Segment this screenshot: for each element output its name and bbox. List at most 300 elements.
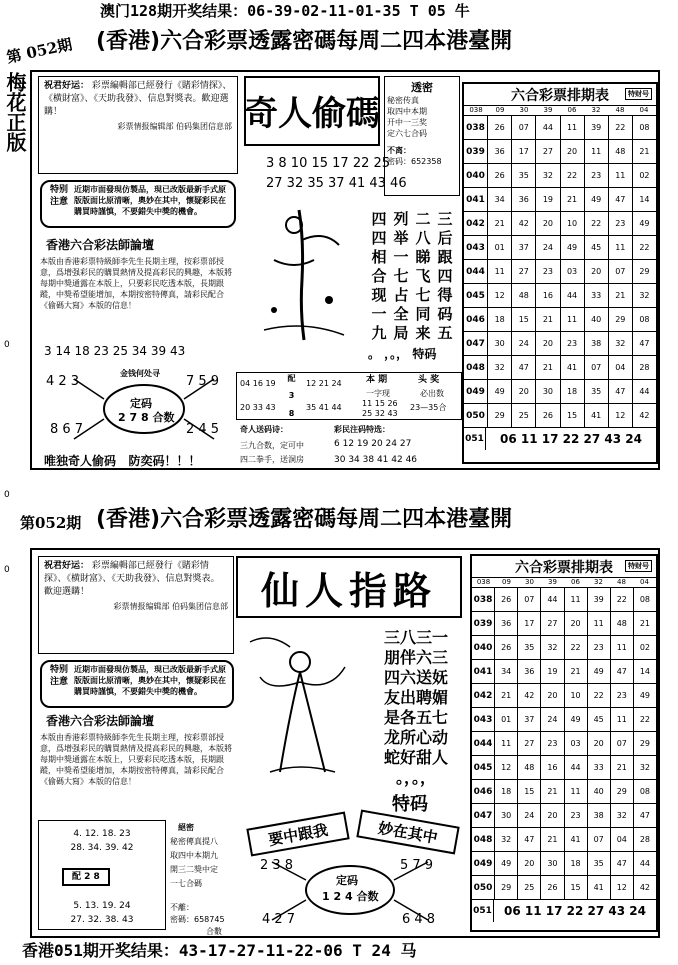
header-cell: 038 xyxy=(476,578,491,586)
table-cell: 45 xyxy=(585,236,609,259)
row-period-cell: 045 xyxy=(464,284,488,307)
table-cell: 07 xyxy=(611,732,634,755)
table-cell: 23 xyxy=(541,732,564,755)
row-period-cell: 044 xyxy=(472,732,495,755)
table-cell: 23 xyxy=(609,212,633,235)
notice-box-top xyxy=(40,180,236,228)
table-cell: 10 xyxy=(561,212,585,235)
table-cell: 24 xyxy=(541,708,564,731)
table-cell: 29 xyxy=(611,780,634,803)
wheel-left-bottom-b: 4 2 7 xyxy=(262,912,296,927)
left-numbers-bottom-3: 5. 13. 19. 24 xyxy=(73,901,131,911)
table-cell: 49 xyxy=(561,236,585,259)
table-cell: 14 xyxy=(639,195,650,204)
table-cell: 22 xyxy=(585,212,609,235)
table-cell: 35 xyxy=(588,852,611,875)
poem-char: 现 xyxy=(371,286,387,304)
wheel-right-top: 7 5 9 xyxy=(186,374,220,389)
table-cell: 29 xyxy=(639,739,651,748)
table-cell: 37 xyxy=(518,708,541,731)
table-cell: 20 xyxy=(588,732,611,755)
table-row xyxy=(464,116,656,140)
row-period-cell: 041 xyxy=(472,660,495,683)
poem-char: 八 xyxy=(415,229,431,247)
table-cell: 22 xyxy=(609,116,633,139)
secret-title: 透密 xyxy=(411,81,433,94)
table-cell: 26 xyxy=(495,636,518,659)
table-cell: 23 xyxy=(588,636,611,659)
left-numbers-top: 3 14 18 23 25 34 39 43 xyxy=(44,344,186,358)
table-cell: 47 xyxy=(611,660,634,683)
mini-right-2: 35 41 44 xyxy=(306,403,342,412)
table-row xyxy=(472,708,656,732)
table-cell: 44 xyxy=(639,859,651,868)
table-cell: 01 xyxy=(488,236,512,259)
greeting-title: 祝君好运： xyxy=(44,81,90,91)
poem-char: 相 xyxy=(371,248,387,266)
table-cell: 36 xyxy=(512,188,536,211)
table-cell: 26 xyxy=(536,404,560,427)
table-cell: 11 xyxy=(588,612,611,635)
banner-left: 要中跟我 xyxy=(246,812,349,857)
table-cell: 42 xyxy=(639,411,650,420)
secret-line: 开中一三奖 xyxy=(387,118,427,127)
table-row xyxy=(472,732,656,756)
notice-text: 近期市面發現仿製品，現已改版最新手式原版版面比原清晰，奧妙在其中，懷疑彩民在購買時謹慎，不要錯失中獎的機會。 xyxy=(74,665,226,696)
table-cell: 07 xyxy=(585,356,609,379)
table-cell: 20 xyxy=(565,612,588,635)
secret-line-b: 秘密傳真提八 xyxy=(170,837,218,846)
table-cell: 21 xyxy=(639,619,651,628)
secret-mima: 密码：652358 xyxy=(387,157,442,166)
table-cell: 49 xyxy=(495,852,518,875)
table-cell: 22 xyxy=(588,684,611,707)
row-period-cell: 046 xyxy=(464,308,488,331)
table-cell: 35 xyxy=(512,164,536,187)
period-num-2: 25 32 43 xyxy=(362,409,398,418)
table-row xyxy=(472,804,656,828)
secret-line-b: 開三二獎中定 xyxy=(170,865,218,874)
sender-title: 奇人送码诗： xyxy=(240,425,288,434)
table-row xyxy=(464,188,656,212)
table-cell: 25 xyxy=(518,876,541,899)
header-title-top: (香港)六合彩票透露密碼每周二四本港臺開 xyxy=(96,29,513,54)
table-cell: 47 xyxy=(512,356,536,379)
table-cell: 16 xyxy=(536,284,560,307)
row-period-cell: 041 xyxy=(464,188,488,211)
table-row xyxy=(464,212,656,236)
table-cell: 29 xyxy=(488,404,512,427)
table-cell: 14 xyxy=(639,667,651,676)
header-cell: 04 xyxy=(640,578,649,586)
table-cell: 20 xyxy=(561,140,585,163)
table-cell: 32 xyxy=(488,356,512,379)
table-cell: 32 xyxy=(536,164,560,187)
table-row xyxy=(464,140,656,164)
poem-bottom xyxy=(372,628,460,788)
table-cell: 20 xyxy=(541,684,564,707)
header-cell: 39 xyxy=(543,106,553,114)
poem-line: 是各五七 xyxy=(383,708,448,727)
table-cell: 25 xyxy=(512,404,536,427)
wheel-left-top: 4 2 3 xyxy=(46,374,80,389)
table-cell: 40 xyxy=(588,780,611,803)
secret-line: 取四中本期 xyxy=(387,107,427,116)
table-cell: 11 xyxy=(565,588,588,611)
secret-line-b: 絕密 xyxy=(178,823,194,832)
row-period-cell: 040 xyxy=(464,164,488,187)
edge-mark: 0 xyxy=(4,340,10,350)
table-cell: 34 xyxy=(495,660,518,683)
table-cell: 47 xyxy=(639,339,650,348)
poem-char: 四 xyxy=(371,229,387,247)
table-cell: 21 xyxy=(541,828,564,851)
banner-right: 妙在其中 xyxy=(356,810,459,855)
table-row xyxy=(472,780,656,804)
row-period-cell: 039 xyxy=(464,140,488,163)
table-cell: 32 xyxy=(495,828,518,851)
poem-char: 三 xyxy=(437,210,453,228)
table-row xyxy=(464,236,656,260)
table-cell: 20 xyxy=(536,332,560,355)
table-row xyxy=(464,284,656,308)
schedule-code: 特财号 xyxy=(625,560,652,572)
poem-line: 蛇好甜人 xyxy=(383,748,448,767)
edge-mark: 0 xyxy=(4,490,10,500)
table-cell: 36 xyxy=(488,140,512,163)
poem-char: 二 xyxy=(415,210,431,228)
row-period-cell: 042 xyxy=(472,684,495,707)
table-cell: 35 xyxy=(585,380,609,403)
table-cell: 36 xyxy=(518,660,541,683)
table-cell: 11 xyxy=(561,308,585,331)
table-row xyxy=(464,380,656,404)
row-period-cell: 040 xyxy=(472,636,495,659)
wheel-right-bottom: 2 4 5 xyxy=(186,422,220,437)
award-title: 头 奖 xyxy=(418,375,440,385)
period-num-1: 11 15 26 xyxy=(362,399,398,408)
award-value: 23—35合 xyxy=(410,403,447,412)
table-cell: 12 xyxy=(495,756,518,779)
table-cell: 03 xyxy=(561,260,585,283)
issue-label-top: 第 052期 xyxy=(4,35,74,67)
left-numbers-bottom-1: 4. 12. 18. 23 xyxy=(73,829,131,839)
table-cell: 37 xyxy=(512,236,536,259)
fairy-illustration xyxy=(240,622,368,782)
table-row xyxy=(464,164,656,188)
table-cell: 18 xyxy=(488,308,512,331)
row-period-cell: 042 xyxy=(464,212,488,235)
table-cell: 49 xyxy=(488,380,512,403)
table-cell: 44 xyxy=(536,116,560,139)
poem-char: 得 xyxy=(437,286,453,304)
poem-char: 全 xyxy=(393,305,409,323)
table-row xyxy=(472,876,656,900)
table-cell: 07 xyxy=(512,116,536,139)
table-cell: 11 xyxy=(565,780,588,803)
last-numbers: 06 11 17 22 27 43 24 xyxy=(504,904,646,918)
greeting-body: 彩票編輯部已經發行《賭彩情探》、《横財富》、《天助我發》、信息對獎表。歡迎選購！ xyxy=(44,81,232,117)
poem-char: 一 xyxy=(393,248,409,266)
table-cell: 33 xyxy=(585,284,609,307)
heshu-label: 合數 xyxy=(206,927,222,936)
poem-line: 朋伴六三 xyxy=(383,648,448,667)
table-cell: 03 xyxy=(565,732,588,755)
table-cell: 19 xyxy=(541,660,564,683)
wheel-center-label-b: 定码 xyxy=(336,874,358,887)
poem-char: 来 xyxy=(415,324,431,342)
schedule-last-row xyxy=(472,900,656,922)
header-title-bottom: (香港)六合彩票透露密碼每周二四本港臺開 xyxy=(96,507,513,532)
table-cell: 21 xyxy=(561,188,585,211)
table-cell: 24 xyxy=(536,236,560,259)
table-row xyxy=(464,404,656,428)
header-cell: 06 xyxy=(571,578,580,586)
notice-label: 特别 注意 xyxy=(49,185,68,207)
mini-center: 配 3 8 xyxy=(287,374,296,418)
table-row xyxy=(472,660,656,684)
period-title: 本 期 xyxy=(366,375,388,385)
header-cell: 09 xyxy=(502,578,511,586)
schedule-header-row xyxy=(472,578,656,588)
table-cell: 29 xyxy=(609,308,633,331)
period-sub: 一字现 xyxy=(366,389,390,398)
poem-char: 同 xyxy=(415,305,431,323)
forum-body-bottom: 本版由香港彩票特級師李先生長期主理，按彩票部授意，爲增强彩民的購買熱情及提高彩民的興趣，本版將每期中獎通露在本版上，只要彩民吃透本版，長期跟蹤，中獎希望能增加，本期按密特傳真，請彩民配合《偷碼大寫》本版的信息！ xyxy=(40,733,232,786)
table-cell: 19 xyxy=(536,188,560,211)
secret-line-b: 一七合碼 xyxy=(170,879,202,888)
table-cell: 26 xyxy=(488,116,512,139)
table-cell: 22 xyxy=(639,243,650,252)
secret-line: 秘密传真 xyxy=(387,96,419,105)
secret-bulang: 不离： xyxy=(387,146,411,155)
table-cell: 21 xyxy=(609,284,633,307)
header-cell: 39 xyxy=(548,578,557,586)
poem-char: 后 xyxy=(437,229,453,247)
table-row xyxy=(472,684,656,708)
table-cell: 20 xyxy=(541,804,564,827)
greeting-box-bottom xyxy=(38,556,234,654)
last-numbers: 06 11 17 22 27 43 24 xyxy=(500,432,642,446)
wheel-center-label: 定码 xyxy=(130,397,152,410)
row-period-cell: 047 xyxy=(464,332,488,355)
table-cell: 47 xyxy=(609,188,633,211)
schedule-title xyxy=(464,84,656,106)
greeting-sign: 彩票情报编辑部 伯码集团信息部 xyxy=(117,122,232,131)
table-cell: 24 xyxy=(512,332,536,355)
schedule-code: 特财号 xyxy=(625,88,652,100)
left-numbers-bottom-2: 28. 34. 39. 42 xyxy=(70,843,134,853)
poem-char: 九 xyxy=(371,324,387,342)
table-cell: 11 xyxy=(488,260,512,283)
poem-char: 七 xyxy=(415,286,431,304)
wheel-center-value: 2 7 8 合数 xyxy=(118,411,175,424)
greeting-sign: 彩票情报编辑部 伯码集团信息部 xyxy=(113,602,228,611)
table-row xyxy=(472,612,656,636)
notice-text: 近期市面發現仿製品，現已改版最新手式原版版面比原清晰，奧妙在其中，懷疑彩民在購買時謹慎，不要錯失中獎的機會。 xyxy=(74,185,226,216)
main-title-top: 奇人偷碼 xyxy=(244,93,380,134)
table-cell: 20 xyxy=(585,260,609,283)
header-cell: 32 xyxy=(594,578,603,586)
row-period-cell: 044 xyxy=(464,260,488,283)
table-cell: 42 xyxy=(512,212,536,235)
table-cell: 11 xyxy=(609,164,633,187)
schedule-title-text: 六合彩票排期表 xyxy=(511,87,609,104)
header-cell: 48 xyxy=(617,578,626,586)
table-cell: 32 xyxy=(611,804,634,827)
forum-title-top: 香港六合彩法師論壇 xyxy=(46,238,155,252)
schedule-table-top xyxy=(462,82,658,464)
table-cell: 23 xyxy=(565,804,588,827)
table-cell: 12 xyxy=(609,404,633,427)
poem-char: 举 xyxy=(393,229,409,247)
row-period-cell: 050 xyxy=(464,404,488,427)
table-cell: 44 xyxy=(565,756,588,779)
header-cell: 09 xyxy=(495,106,505,114)
table-cell: 41 xyxy=(561,356,585,379)
table-cell: 38 xyxy=(585,332,609,355)
table-row xyxy=(464,356,656,380)
schedule-table-bottom xyxy=(470,554,658,932)
table-cell: 40 xyxy=(585,308,609,331)
row-period-cell: 043 xyxy=(472,708,495,731)
mini-left-1: 04 16 19 xyxy=(240,379,276,388)
wheel-center-value-b: 1 2 4 合数 xyxy=(322,890,379,903)
table-row xyxy=(472,852,656,876)
table-cell: 38 xyxy=(588,804,611,827)
table-row xyxy=(472,636,656,660)
table-cell: 15 xyxy=(565,876,588,899)
table-cell: 32 xyxy=(609,332,633,355)
recommend-line-1: 6 12 19 20 24 27 xyxy=(334,439,412,449)
issue-label-bottom: 第052期 xyxy=(20,514,82,532)
row-period-cell: 049 xyxy=(472,852,495,875)
poem-char: 码 xyxy=(437,305,453,323)
table-cell: 15 xyxy=(518,780,541,803)
row-period-cell: 050 xyxy=(472,876,495,899)
table-cell: 24 xyxy=(518,804,541,827)
table-cell: 30 xyxy=(495,804,518,827)
poem-char: 四 xyxy=(371,210,387,228)
table-cell: 34 xyxy=(488,188,512,211)
poem-char: 列 xyxy=(393,210,409,228)
table-cell: 11 xyxy=(585,140,609,163)
row-period-cell: 046 xyxy=(472,780,495,803)
secret-panel-top xyxy=(384,76,460,196)
table-cell: 04 xyxy=(609,356,633,379)
table-cell: 48 xyxy=(609,140,633,163)
table-cell: 33 xyxy=(588,756,611,779)
table-cell: 27 xyxy=(518,732,541,755)
mini-left-2: 20 33 43 xyxy=(240,403,276,412)
poem-line: 友出聘媚 xyxy=(383,688,448,707)
table-cell: 22 xyxy=(611,588,634,611)
schedule-body xyxy=(464,116,656,428)
pair-label: 配 2 8 xyxy=(62,868,110,886)
table-cell: 27 xyxy=(536,140,560,163)
table-row xyxy=(472,588,656,612)
table-cell: 15 xyxy=(561,404,585,427)
table-cell: 49 xyxy=(588,660,611,683)
table-cell: 08 xyxy=(639,123,650,132)
schedule-header-row xyxy=(464,106,656,116)
table-cell: 10 xyxy=(565,684,588,707)
poem-char: 局 xyxy=(393,324,409,342)
header-cell: 30 xyxy=(525,578,534,586)
table-cell: 28 xyxy=(639,835,651,844)
table-cell: 42 xyxy=(639,883,651,892)
table-cell: 29 xyxy=(495,876,518,899)
table-cell: 20 xyxy=(536,212,560,235)
table-cell: 08 xyxy=(639,595,651,604)
edge-mark: 0 xyxy=(4,565,10,575)
poem-char: 七 xyxy=(393,267,409,285)
recommend-title: 彩民注码特选： xyxy=(334,425,390,434)
table-cell: 11 xyxy=(561,116,585,139)
table-cell: 21 xyxy=(536,356,560,379)
table-cell: 18 xyxy=(495,780,518,803)
table-cell: 07 xyxy=(518,588,541,611)
table-cell: 17 xyxy=(512,140,536,163)
row-period-cell: 047 xyxy=(472,804,495,827)
table-cell: 21 xyxy=(565,660,588,683)
table-cell: 22 xyxy=(561,164,585,187)
table-cell: 04 xyxy=(611,828,634,851)
table-cell: 02 xyxy=(639,171,650,180)
last-label: 051 xyxy=(464,428,486,450)
table-cell: 11 xyxy=(611,636,634,659)
greeting-title: 祝君好运： xyxy=(44,561,90,571)
schedule-last-row xyxy=(464,428,656,450)
number-row-2: 27 32 35 37 41 43 46 xyxy=(266,176,407,191)
wheel-left-top-b: 2 3 8 xyxy=(260,858,294,873)
table-cell: 30 xyxy=(536,380,560,403)
table-cell: 42 xyxy=(518,684,541,707)
poem-char: 占 xyxy=(393,286,409,304)
table-cell: 26 xyxy=(541,876,564,899)
last-label: 051 xyxy=(472,900,494,922)
table-cell: 47 xyxy=(609,380,633,403)
table-cell: 32 xyxy=(639,291,650,300)
table-cell: 11 xyxy=(611,708,634,731)
table-cell: 23 xyxy=(611,684,634,707)
table-cell: 23 xyxy=(561,332,585,355)
table-row xyxy=(472,756,656,780)
table-cell: 49 xyxy=(639,691,651,700)
wheel-left-bottom: 8 6 7 xyxy=(50,422,84,437)
special-code-label: 特码 xyxy=(392,794,428,815)
row-period-cell: 049 xyxy=(464,380,488,403)
header-cell: 30 xyxy=(519,106,529,114)
top-banner: 澳门128期开奖结果：06-39-02-11-01-35 T 05 牛 xyxy=(100,2,470,20)
table-cell: 18 xyxy=(565,852,588,875)
table-row xyxy=(464,332,656,356)
main-title-bottom: 仙人指路 xyxy=(260,567,437,613)
table-row xyxy=(464,308,656,332)
table-cell: 07 xyxy=(609,260,633,283)
scholar-illustration-top xyxy=(244,200,364,350)
poem-char: 一 xyxy=(371,305,387,323)
table-cell: 20 xyxy=(518,852,541,875)
row-period-cell: 043 xyxy=(464,236,488,259)
row-period-cell: 038 xyxy=(472,588,495,611)
table-cell: 26 xyxy=(488,164,512,187)
table-cell: 23 xyxy=(585,164,609,187)
table-cell: 22 xyxy=(639,715,651,724)
row-period-cell: 045 xyxy=(472,756,495,779)
table-cell: 48 xyxy=(611,612,634,635)
table-cell: 18 xyxy=(561,380,585,403)
